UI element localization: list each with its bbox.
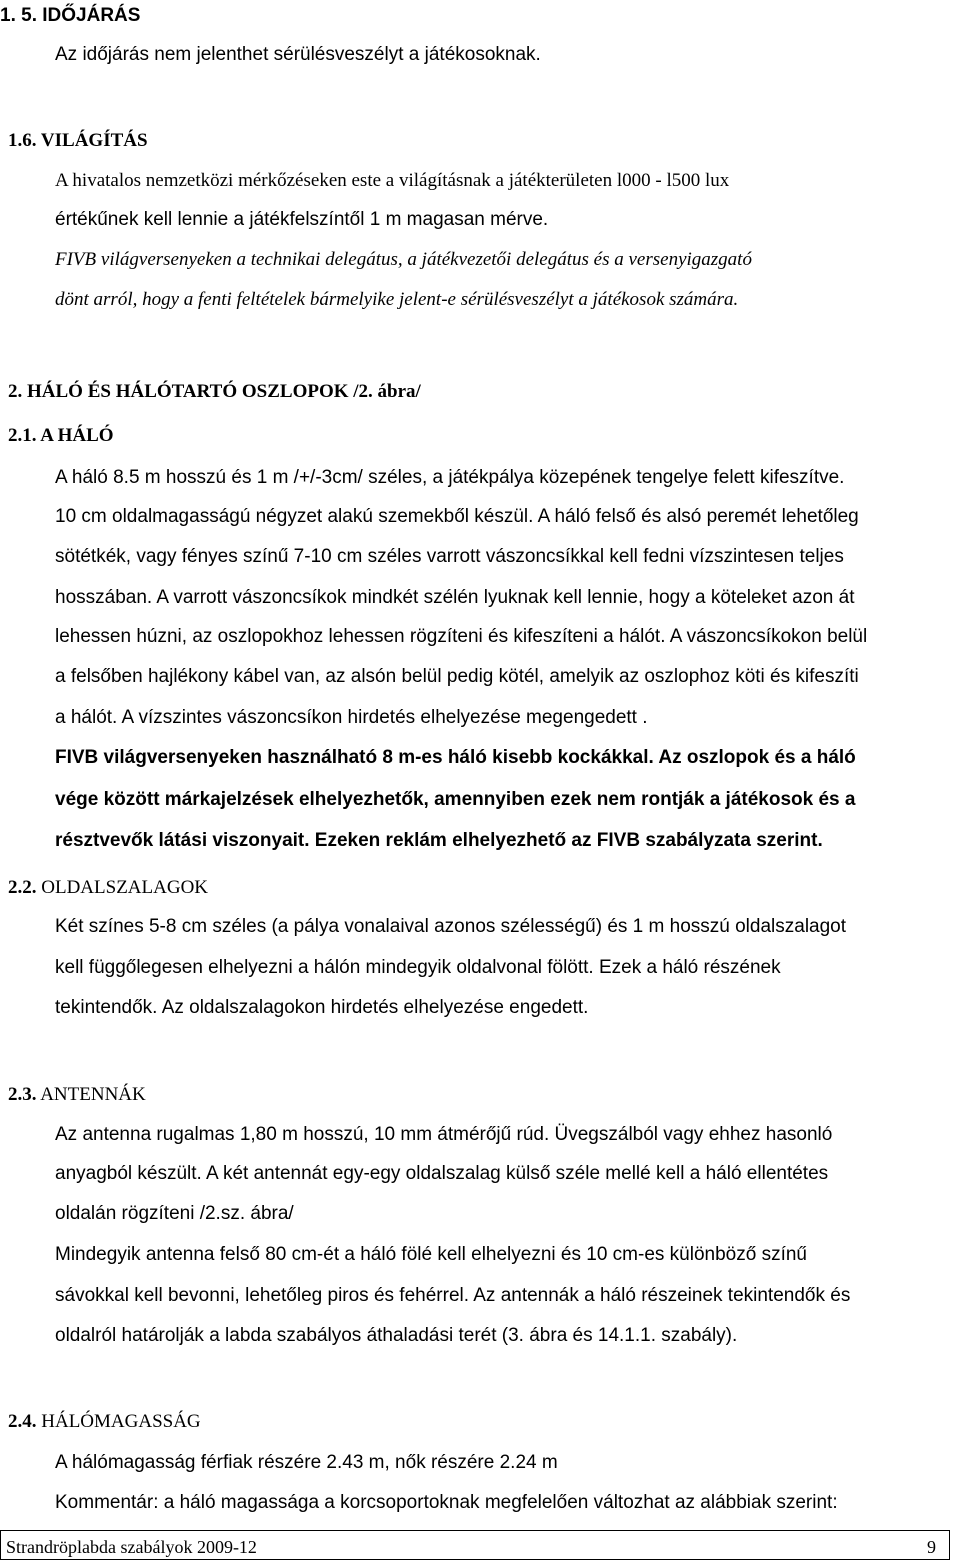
page-number: 9 <box>927 1537 936 1557</box>
paragraph-line: 10 cm oldalmagasságú négyzet alakú szemekből készül. A háló felső és alsó peremét lehetőleg <box>55 506 859 527</box>
paragraph-line-bold: résztvevők látási viszonyait. Ezeken reklám elhelyezhető az FIVB szabályzata szerint. <box>55 830 823 851</box>
paragraph-line: oldalán rögzíteni /2.sz. ábra/ <box>55 1203 294 1224</box>
section-heading-halomagassag <box>8 1412 201 1431</box>
paragraph-line: anyagból készült. A két antennát egy-egy oldalszalag külső széle mellé kell a háló ellentétes <box>55 1163 829 1184</box>
section-heading-idojaras <box>0 6 140 25</box>
section-number: 1.6. <box>8 130 37 151</box>
section-number: 2.4. <box>8 1411 37 1432</box>
page-footer <box>0 1530 950 1560</box>
line-text: A hivatalos nemzetközi mérkőzéseken este a világításnak a játékterületen l000 - l500 lux <box>55 170 730 191</box>
section-heading-oldalszalagok <box>8 878 208 897</box>
paragraph-line: A hálómagasság férfiak részére 2.43 m, nők részére 2.24 m <box>55 1452 558 1473</box>
paragraph-line: a hálót. A vízszintes vászoncsíkon hirdetés elhelyezése megengedett . <box>55 707 648 728</box>
paragraph-line-bold: FIVB világversenyeken használható 8 m-es háló kisebb kockákkal. Az oszlopok és a háló <box>55 747 856 768</box>
paragraph-line: Az antenna rugalmas 1,80 m hosszú, 10 mm átmérőjű rúd. Üvegszálból vagy ehhez hasonló <box>55 1124 833 1145</box>
paragraph-line: tekintendők. Az oldalszalagokon hirdetés elhelyezése engedett. <box>55 997 589 1018</box>
paragraph-line: sávokkal kell bevonni, lehetőleg piros és fehérrel. Az antennák a háló részeinek tekintendők és <box>55 1285 851 1306</box>
section-title: VILÁGÍTÁS <box>40 130 148 151</box>
paragraph-line: lehessen húzni, az oszlopokhoz lehessen rögzíteni és kifeszíteni a hálót. A vászoncsíkokon belül <box>55 626 868 647</box>
paragraph-line: oldalról határolják a labda szabályos áthaladási terét (3. ábra és 14.1.1. szabály). <box>55 1325 738 1346</box>
section-heading-antennak <box>8 1085 146 1104</box>
section-heading-halo-es-oszlopok <box>8 382 421 401</box>
section-title: HÁLÓMAGASSÁG <box>41 1411 201 1432</box>
paragraph-line: Mindegyik antenna felső 80 cm-ét a háló fölé kell elhelyezni és 10 cm-es különböző színű <box>55 1244 807 1265</box>
section-heading-vilagitas <box>8 131 148 150</box>
paragraph-line-bold: vége között márkajelzések elhelyezhetők, amennyiben ezek nem rontják a játékosok és a <box>55 789 856 810</box>
paragraph-line <box>55 171 953 190</box>
paragraph-line: sötétkék, vagy fényes színű 7-10 cm széles varrott vászoncsíkkal kell fedni vízszintesen teljes <box>55 546 844 567</box>
footer-title: Strandröplabda szabályok 2009-12 <box>6 1537 257 1557</box>
section-title: OLDALSZALAGOK <box>41 877 209 898</box>
section-number: 2.3. <box>8 1084 37 1105</box>
paragraph-line-italic: FIVB világversenyeken a technikai delegátus, a játékvezetői delegátus és a versenyigazgató <box>55 249 752 270</box>
section-number: 2.1. <box>8 425 37 446</box>
section-title: ANTENNÁK <box>40 1084 146 1105</box>
section-title: HÁLÓ ÉS HÁLÓTARTÓ OSZLOPOK /2. ábra/ <box>27 381 421 402</box>
section-title: IDŐJÁRÁS <box>42 5 141 26</box>
paragraph-line: hosszában. A varrott vászoncsíkok mindkét szélén lyuknak kell lennie, hogy a köteleket azon át <box>55 587 855 608</box>
section-number: 2.2. <box>8 877 37 898</box>
paragraph-line: Kommentár: a háló magassága a korcsoportoknak megfelelően változhat az alábbiak szerint: <box>55 1492 838 1513</box>
paragraph-line: értékűnek kell lennie a játékfelszíntől 1 m magasan mérve. <box>55 209 549 230</box>
paragraph-line: Az időjárás nem jelenthet sérülésveszélyt a játékosoknak. <box>55 44 541 65</box>
paragraph-line: A háló 8.5 m hosszú és 1 m /+/-3cm/ széles, a játékpálya közepének tengelye felett kifeszítve. <box>55 467 845 488</box>
section-number: 1. 5. <box>0 5 37 26</box>
paragraph-line: kell függőlegesen elhelyezni a hálón mindegyik oldalvonal fölött. Ezek a háló részének <box>55 957 781 978</box>
paragraph-line: Két színes 5-8 cm széles (a pálya vonalaival azonos szélességű) és 1 m hosszú oldalszalagot <box>55 916 847 937</box>
section-number: 2. <box>8 381 23 402</box>
paragraph-line: a felsőben hajlékony kábel van, az alsón belül pedig kötél, amelyik az oszlophoz köti és kifeszíti <box>55 666 859 687</box>
section-title: A HÁLÓ <box>40 425 114 446</box>
paragraph-line-italic: dönt arról, hogy a fenti feltételek bármelyike jelent-e sérülésveszélyt a játékosok számára. <box>55 289 739 310</box>
section-heading-a-halo <box>8 426 114 445</box>
